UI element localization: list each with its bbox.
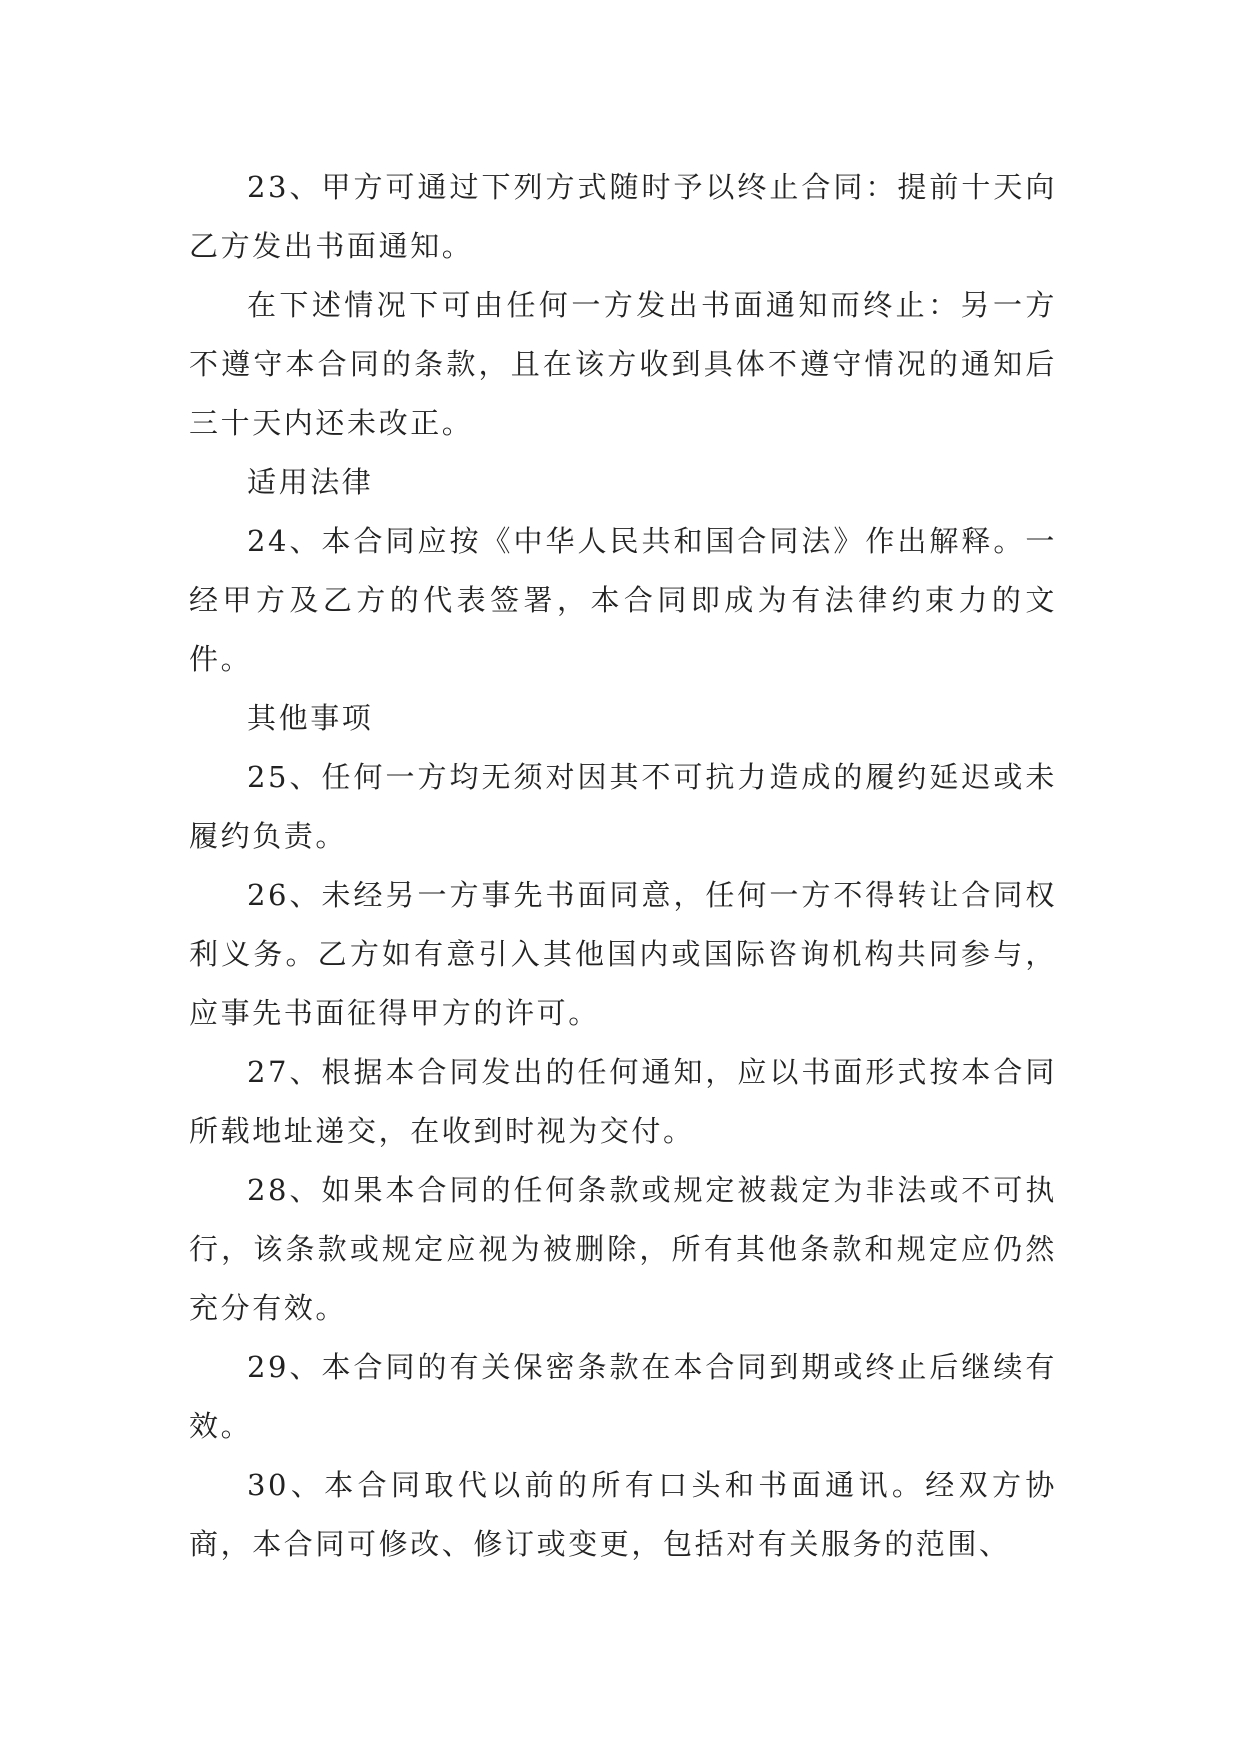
clause-29: 29、本合同的有关保密条款在本合同到期或终止后继续有效。	[189, 1350, 1057, 1443]
document-body	[189, 158, 1057, 1574]
section-heading-other-matters: 其他事项	[247, 701, 374, 735]
clause-30: 30、本合同取代以前的所有口头和书面通讯。经双方协商，本合同可修改、修订或变更，包括对有关服务的范围、	[189, 1468, 1057, 1561]
clause-27: 27、根据本合同发出的任何通知，应以书面形式按本合同所载地址递交，在收到时视为交付。	[189, 1055, 1057, 1148]
clause-28: 28、如果本合同的任何条款或规定被裁定为非法或不可执行，该条款或规定应视为被删除，所有其他条款和规定应仍然充分有效。	[189, 1173, 1057, 1325]
clause-26: 26、未经另一方事先书面同意，任何一方不得转让合同权利义务。乙方如有意引入其他国内或国际咨询机构共同参与，应事先书面征得甲方的许可。	[189, 878, 1057, 1030]
section-heading-applicable-law: 适用法律	[247, 465, 374, 499]
clause-25: 25、任何一方均无须对因其不可抗力造成的履约延迟或未履约负责。	[189, 760, 1057, 853]
termination-conditions: 在下述情况下可由任何一方发出书面通知而终止：另一方不遵守本合同的条款，且在该方收到具体不遵守情况的通知后三十天内还未改正。	[189, 288, 1057, 440]
clause-23: 23、甲方可通过下列方式随时予以终止合同：提前十天向乙方发出书面通知。	[189, 170, 1057, 263]
clause-24: 24、本合同应按《中华人民共和国合同法》作出解释。一经甲方及乙方的代表签署，本合同即成为有法律约束力的文件。	[189, 524, 1057, 676]
